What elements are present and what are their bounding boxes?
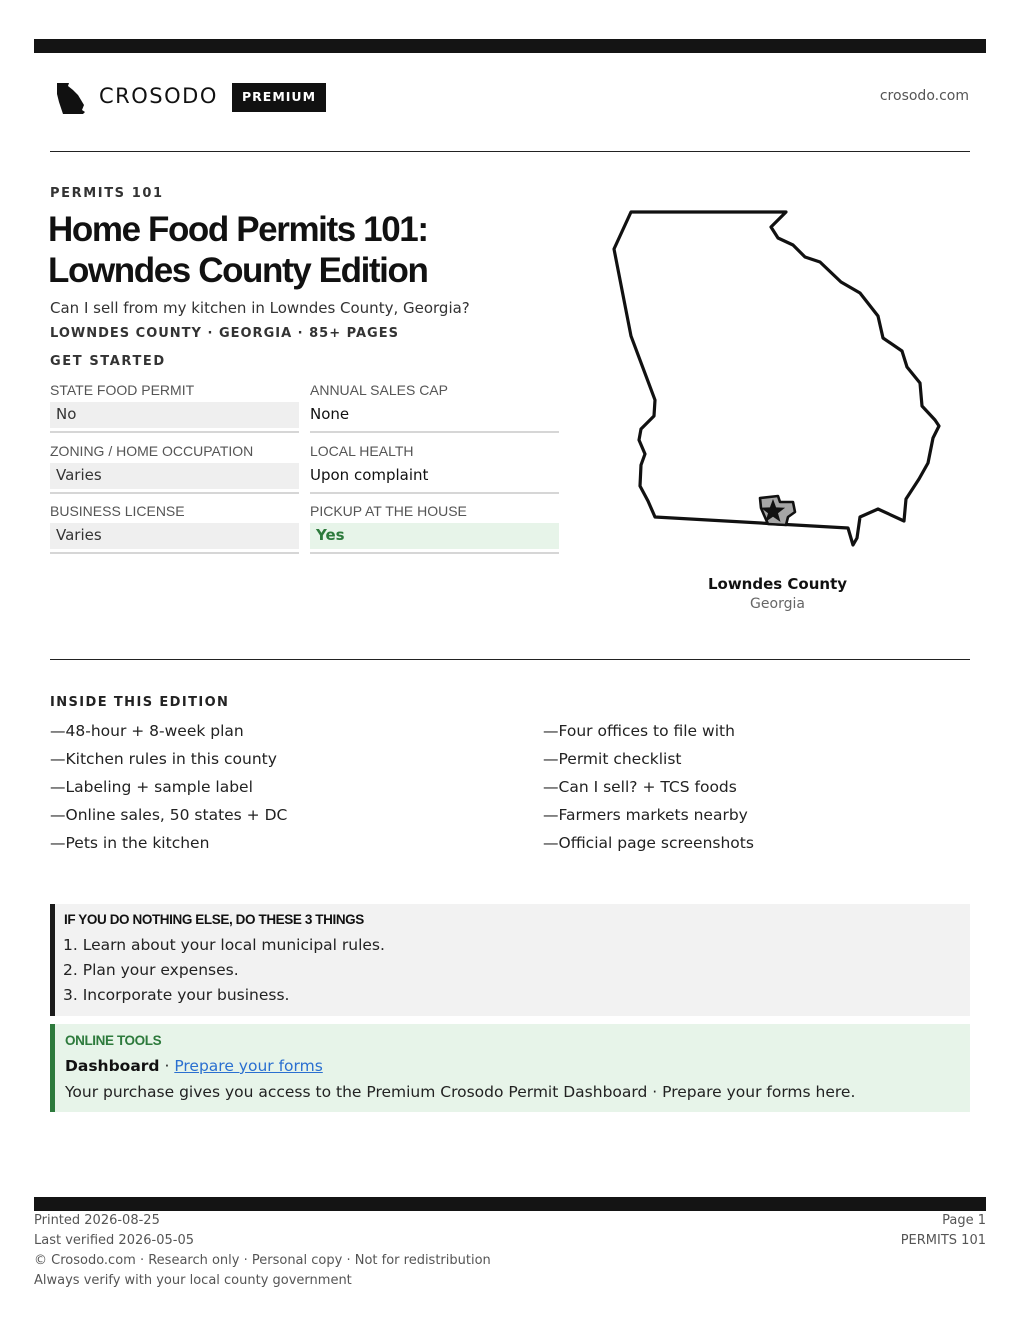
- fact-divider: [50, 552, 299, 554]
- fact-local-health: [310, 443, 559, 501]
- fact-value: Varies: [50, 523, 299, 549]
- disclaimer: Always verify with your local county government: [34, 1273, 352, 1288]
- fact-divider: [50, 431, 299, 433]
- verified-date: Last verified 2026-05-05: [34, 1233, 194, 1248]
- fact-label: LOCAL HEALTH: [310, 443, 414, 459]
- page-subtitle: Can I sell from my kitchen in Lowndes County, Georgia?: [50, 299, 470, 317]
- fact-divider: [310, 492, 559, 494]
- fact-label: PICKUP AT THE HOUSE: [310, 503, 467, 519]
- prepare-forms-link[interactable]: Prepare your forms: [174, 1057, 323, 1075]
- fact-value: Yes: [310, 523, 559, 549]
- dashboard-description: Your purchase gives you access to the Premium Crosodo Permit Dashboard · Prepare your forms here.: [65, 1083, 856, 1101]
- list-item: —Online sales, 50 states + DC: [50, 806, 288, 824]
- step-item: 1. Learn about your local municipal rules.: [63, 936, 385, 954]
- title-line-1: Home Food Permits 101:: [48, 210, 428, 249]
- copyright: © Crosodo.com · Research only · Personal copy · Not for redistribution: [34, 1253, 491, 1268]
- list-item: —48-hour + 8-week plan: [50, 722, 244, 740]
- fact-divider: [50, 492, 299, 494]
- footer-bar: [34, 1197, 986, 1211]
- fact-zoning: [50, 443, 299, 501]
- callout-heading: IF YOU DO NOTHING ELSE, DO THESE 3 THINGS: [64, 912, 364, 927]
- list-item: —Official page screenshots: [543, 834, 754, 852]
- fact-value: Varies: [50, 463, 299, 489]
- list-item: —Permit checklist: [543, 750, 682, 768]
- fact-divider: [310, 431, 559, 433]
- fact-label: ANNUAL SALES CAP: [310, 382, 448, 398]
- list-item: —Pets in the kitchen: [50, 834, 210, 852]
- edition-meta: LOWNDES COUNTY · GEORGIA · 85+ PAGES: [50, 326, 399, 341]
- step-item: 2. Plan your expenses.: [63, 961, 239, 979]
- fact-value: Upon complaint: [310, 466, 429, 484]
- title-line-2: Lowndes County Edition: [48, 251, 428, 290]
- header: [50, 78, 970, 118]
- georgia-logo-icon: [54, 80, 88, 116]
- list-item: —Farmers markets nearby: [543, 806, 748, 824]
- list-item: —Labeling + sample label: [50, 778, 253, 796]
- must-do-callout: [50, 904, 970, 1016]
- online-tools-callout: [50, 1024, 970, 1112]
- inside-list-left: [50, 722, 287, 862]
- step-item: 3. Incorporate your business.: [63, 986, 290, 1004]
- fact-annual-sales-cap: [310, 382, 559, 440]
- dashboard-label: Dashboard: [65, 1057, 160, 1075]
- fact-value: No: [50, 402, 299, 428]
- get-started-heading: GET STARTED: [50, 354, 166, 369]
- fact-pickup-at-house: [310, 503, 559, 561]
- brand-name: CROSODO: [99, 84, 218, 108]
- fact-business-license: [50, 503, 299, 561]
- fact-value: None: [310, 405, 350, 423]
- county-state: Georgia: [750, 596, 805, 612]
- inside-heading: INSIDE THIS EDITION: [50, 695, 230, 710]
- list-item: —Four offices to file with: [543, 722, 735, 740]
- separator: ·: [159, 1057, 175, 1075]
- section-divider: [50, 659, 970, 660]
- fact-state-food-permit: [50, 382, 299, 440]
- printed-date: Printed 2026-08-25: [34, 1213, 160, 1228]
- footer-section: PERMITS 101: [900, 1233, 986, 1248]
- site-url[interactable]: crosodo.com: [879, 88, 969, 104]
- section-kicker: PERMITS 101: [50, 186, 164, 201]
- list-item: —Kitchen rules in this county: [50, 750, 277, 768]
- fact-divider: [310, 552, 559, 554]
- callout-heading: ONLINE TOOLS: [65, 1033, 162, 1048]
- page-number: Page 1: [942, 1213, 986, 1228]
- county-name: Lowndes County: [707, 575, 848, 593]
- premium-badge: PREMIUM: [232, 83, 326, 112]
- fact-label: BUSINESS LICENSE: [50, 503, 185, 519]
- inside-list-right: [543, 722, 754, 862]
- dashboard-row: [65, 1057, 323, 1075]
- header-divider: [50, 151, 970, 152]
- top-bar: [34, 39, 986, 53]
- page-title: [48, 209, 608, 291]
- georgia-map: [608, 205, 948, 550]
- list-item: —Can I sell? + TCS foods: [543, 778, 737, 796]
- fact-label: ZONING / HOME OCCUPATION: [50, 443, 254, 459]
- fact-label: STATE FOOD PERMIT: [50, 382, 195, 398]
